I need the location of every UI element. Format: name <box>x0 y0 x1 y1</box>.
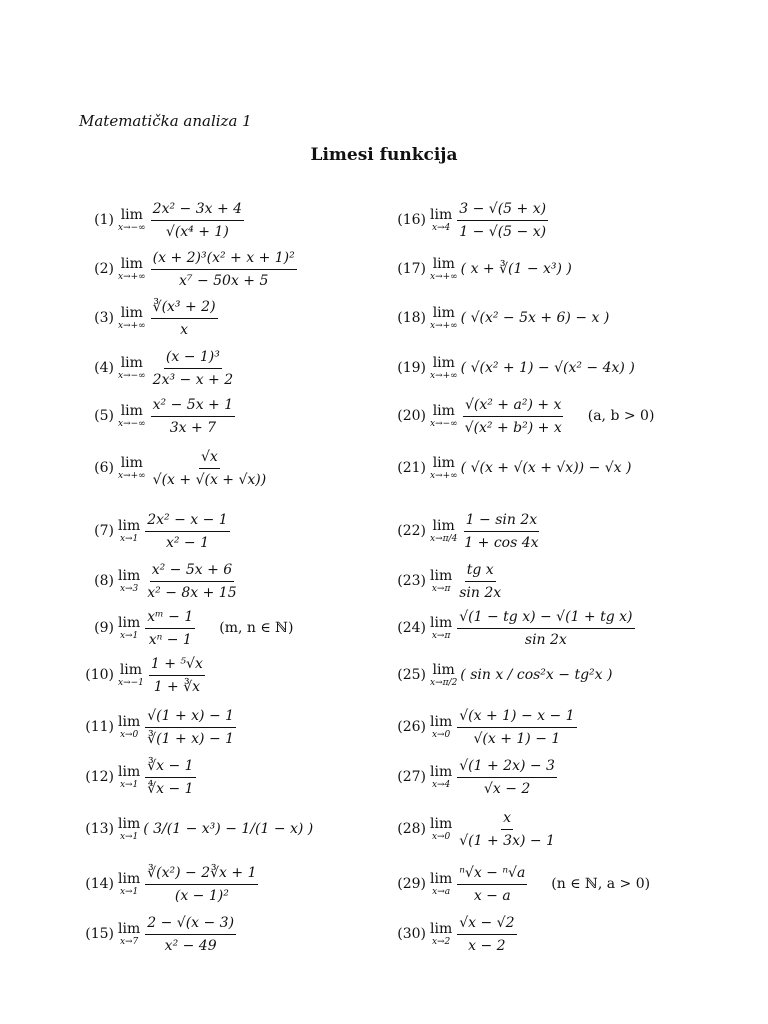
numerator: x² − 5x + 1 <box>151 396 235 417</box>
problem-number: (18) <box>397 310 426 326</box>
denominator: x − 2 <box>468 937 506 954</box>
limit-subscript: x→1 <box>119 533 139 544</box>
denominator: sin 2x <box>524 631 567 648</box>
limit-operator <box>430 404 458 429</box>
problem-item <box>392 444 632 492</box>
problem-item <box>80 805 313 853</box>
fraction <box>457 809 557 850</box>
lim-word: lim <box>432 454 455 471</box>
lim-word: lim <box>118 567 141 584</box>
denominator: (x − 1)² <box>174 887 229 904</box>
problem-number: (10) <box>85 667 114 683</box>
problem-number: (24) <box>397 620 426 636</box>
fraction <box>145 914 236 955</box>
lim-word: lim <box>432 304 455 321</box>
lim-word: lim <box>118 815 141 832</box>
fraction <box>145 561 238 602</box>
denominator: 1 − √(5 − x) <box>459 223 547 240</box>
limit-subscript: x→1 <box>119 779 139 790</box>
problem-number: (15) <box>85 926 114 942</box>
limit-subscript: x→+∞ <box>118 271 146 282</box>
problem-number: (2) <box>94 261 114 277</box>
condition-note: (m, n ∈ ℕ) <box>219 620 294 636</box>
denominator: 1 + ∛x <box>153 678 201 695</box>
problem-number: (14) <box>85 876 114 892</box>
problem-number: (19) <box>397 360 426 376</box>
limit-operator <box>430 306 458 331</box>
limit-operator <box>118 616 140 641</box>
problem-item <box>80 245 299 293</box>
problem-item <box>80 860 260 908</box>
lim-word: lim <box>118 870 141 887</box>
problem-item <box>80 651 207 699</box>
limit-subscript: x→0 <box>431 729 451 740</box>
limit-subscript: x→1 <box>119 886 139 897</box>
limit-operator <box>118 663 144 688</box>
limit-subscript: x→+∞ <box>118 470 146 481</box>
problem-number: (23) <box>397 573 426 589</box>
problem-item <box>80 604 293 652</box>
limit-subscript: x→+∞ <box>430 370 458 381</box>
course-name: Matematička analiza 1 <box>79 112 252 130</box>
fraction <box>151 396 235 437</box>
problem-number: (21) <box>397 460 426 476</box>
problem-item <box>392 753 559 801</box>
lim-word: lim <box>430 920 453 937</box>
problem-number: (12) <box>85 769 114 785</box>
lim-word: lim <box>432 255 455 272</box>
fraction <box>151 200 244 241</box>
numerator: √(1 + 2x) − 3 <box>457 757 557 778</box>
page-title: Limesi funkcija <box>310 145 458 165</box>
limit-subscript: x→0 <box>119 729 139 740</box>
limit-operator <box>430 208 452 233</box>
denominator: √(x⁴ + 1) <box>165 223 229 240</box>
limit-operator <box>118 872 140 897</box>
limit-subscript: x→π/2 <box>430 677 458 688</box>
problem-item <box>392 860 650 908</box>
limit-subscript: x→3 <box>119 583 139 594</box>
problem-item <box>392 196 550 244</box>
lim-word: lim <box>118 517 141 534</box>
numerator: ∛x − 1 <box>145 757 195 778</box>
numerator: 2 − √(x − 3) <box>145 914 236 935</box>
lim-word: lim <box>118 713 141 730</box>
numerator: (x + 2)³(x² + x + 1)² <box>151 249 297 270</box>
limit-operator <box>118 456 146 481</box>
limit-operator <box>430 356 458 381</box>
limit-operator <box>118 715 140 740</box>
limit-operator <box>430 765 452 790</box>
lim-word: lim <box>432 517 455 534</box>
limit-operator <box>118 765 140 790</box>
lim-word: lim <box>120 454 143 471</box>
fraction <box>457 914 516 955</box>
numerator: √(x + 1) − x − 1 <box>457 707 576 728</box>
problem-number: (13) <box>85 821 114 837</box>
problem-item <box>392 294 609 342</box>
problem-item <box>392 245 572 293</box>
limit-subscript: x→4 <box>431 779 451 790</box>
limit-operator <box>430 456 458 481</box>
limit-subscript: x→π <box>431 630 451 641</box>
numerator: √(1 − tg x) − √(1 + tg x) <box>457 608 634 629</box>
numerator: 3 − √(5 + x) <box>457 200 548 221</box>
problem-item <box>80 392 237 440</box>
limit-subscript: x→a <box>432 886 451 897</box>
limit-subscript: x→−∞ <box>118 222 146 233</box>
limit-operator <box>118 257 146 282</box>
limit-subscript: x→1 <box>119 630 139 641</box>
limit-operator <box>118 519 140 544</box>
limit-operator <box>118 208 146 233</box>
limit-subscript: x→7 <box>119 936 139 947</box>
limit-subscript: x→2 <box>431 936 451 947</box>
numerator: (x − 1)³ <box>164 348 222 369</box>
denominator: ∜x − 1 <box>147 780 194 797</box>
lim-word: lim <box>118 614 141 631</box>
numerator: √(1 + x) − 1 <box>145 707 236 728</box>
numerator: ⁿ√x − ⁿ√a <box>457 864 527 885</box>
fraction <box>145 864 258 905</box>
problem-number: (29) <box>397 876 426 892</box>
limit-operator <box>430 817 452 842</box>
problem-item <box>392 910 519 958</box>
problem-number: (11) <box>85 719 114 735</box>
lim-word: lim <box>430 567 453 584</box>
limit-subscript: x→−∞ <box>118 418 146 429</box>
numerator: √(x² + a²) + x <box>463 396 563 417</box>
problem-item <box>392 344 635 392</box>
limit-expression: ( x + ∛(1 − x³) ) <box>460 261 572 277</box>
problem-number: (30) <box>397 926 426 942</box>
numerator: xᵐ − 1 <box>145 608 195 629</box>
lim-word: lim <box>430 763 453 780</box>
limit-expression: ( √(x² − 5x + 6) − x ) <box>460 310 610 326</box>
problem-number: (1) <box>94 212 114 228</box>
problem-number: (6) <box>94 460 114 476</box>
problem-item <box>392 557 505 605</box>
limit-operator <box>430 569 452 594</box>
problem-number: (20) <box>397 408 426 424</box>
numerator: √x <box>199 448 220 469</box>
lim-word: lim <box>118 920 141 937</box>
problem-item <box>392 392 654 440</box>
problem-number: (5) <box>94 408 114 424</box>
numerator: ∛(x²) − 2∛x + 1 <box>145 864 258 885</box>
limit-operator <box>118 306 146 331</box>
numerator: √x − √2 <box>457 914 516 935</box>
limit-operator <box>430 257 458 282</box>
denominator: √x − 2 <box>483 780 531 797</box>
denominator: √(x + √(x + √x)) <box>152 471 267 488</box>
lim-word: lim <box>430 713 453 730</box>
problem-item <box>392 604 637 652</box>
limit-expression: ( sin x / cos²x − tg²x ) <box>460 667 613 683</box>
problem-item <box>80 910 238 958</box>
limit-subscript: x→π <box>431 583 451 594</box>
denominator: x² − 49 <box>164 937 217 954</box>
lim-word: lim <box>430 815 453 832</box>
limit-operator <box>118 569 140 594</box>
limit-expression: ( √(x² + 1) − √(x² − 4x) ) <box>460 360 635 376</box>
lim-word: lim <box>432 661 455 678</box>
numerator: 2x² − x − 1 <box>145 511 229 532</box>
denominator: xⁿ − 1 <box>148 631 192 648</box>
problem-item <box>392 651 612 699</box>
problem-item <box>392 703 579 751</box>
problem-number: (28) <box>397 821 426 837</box>
fraction <box>145 707 236 748</box>
problem-item <box>80 444 270 492</box>
denominator: ∛(1 + x) − 1 <box>147 730 235 747</box>
limit-subscript: x→4 <box>431 222 451 233</box>
denominator: √(x + 1) − 1 <box>473 730 561 747</box>
denominator: x² − 8x + 15 <box>147 584 237 601</box>
fraction <box>145 608 195 649</box>
denominator: x − a <box>473 887 511 904</box>
numerator: 1 + ⁵√x <box>149 655 205 676</box>
limit-operator <box>430 519 457 544</box>
denominator: 2x³ − x + 2 <box>152 371 234 388</box>
limit-operator <box>118 817 140 842</box>
numerator: x <box>501 809 513 830</box>
denominator: x⁷ − 50x + 5 <box>179 272 269 289</box>
limit-expression: ( √(x + √(x + √x)) − √x ) <box>460 460 632 476</box>
lim-word: lim <box>120 402 143 419</box>
problem-number: (9) <box>94 620 114 636</box>
problem-item <box>80 344 237 392</box>
lim-word: lim <box>120 354 143 371</box>
limit-expression: ( 3/(1 − x³) − 1/(1 − x) ) <box>143 821 314 837</box>
fraction <box>457 707 576 748</box>
lim-word: lim <box>430 206 453 223</box>
numerator: tg x <box>465 561 496 582</box>
problem-item <box>392 805 559 853</box>
numerator: ∛(x³ + 2) <box>151 298 218 319</box>
fraction <box>457 864 527 905</box>
limit-operator <box>118 356 146 381</box>
fraction <box>151 249 297 290</box>
fraction <box>457 757 557 798</box>
limit-subscript: x→+∞ <box>430 271 458 282</box>
lim-word: lim <box>119 661 143 678</box>
limit-operator <box>118 922 140 947</box>
problem-item <box>80 507 232 555</box>
lim-word: lim <box>118 763 141 780</box>
fraction <box>463 396 564 437</box>
fraction <box>151 348 235 389</box>
fraction <box>149 655 205 696</box>
lim-word: lim <box>432 402 455 419</box>
problem-number: (17) <box>397 261 426 277</box>
denominator: 1 + cos 4x <box>464 534 539 551</box>
denominator: x <box>180 321 189 338</box>
limit-subscript: x→−∞ <box>118 370 146 381</box>
lim-word: lim <box>432 354 455 371</box>
denominator: √(x² + b²) + x <box>464 419 562 436</box>
problem-number: (7) <box>94 523 114 539</box>
condition-note: (n ∈ ℕ, a > 0) <box>551 876 651 892</box>
limit-operator <box>430 922 452 947</box>
lim-word: lim <box>120 255 143 272</box>
denominator: 3x + 7 <box>169 419 217 436</box>
lim-word: lim <box>120 304 143 321</box>
fraction <box>457 608 634 649</box>
problem-number: (27) <box>397 769 426 785</box>
problem-number: (4) <box>94 360 114 376</box>
limit-subscript: x→−1 <box>118 677 144 688</box>
limit-operator <box>430 872 452 897</box>
limit-subscript: x→+∞ <box>430 470 458 481</box>
fraction <box>145 511 229 552</box>
fraction <box>457 200 548 241</box>
limit-operator <box>430 663 457 688</box>
numerator: 2x² − 3x + 4 <box>151 200 244 221</box>
problem-item <box>392 507 543 555</box>
limit-subscript: x→0 <box>431 831 451 842</box>
numerator: 1 − sin 2x <box>464 511 539 532</box>
limit-subscript: x→1 <box>119 831 139 842</box>
fraction <box>151 448 269 489</box>
fraction <box>145 757 195 798</box>
limit-operator <box>430 715 452 740</box>
denominator: x² − 1 <box>165 534 209 551</box>
problem-number: (3) <box>94 310 114 326</box>
limit-subscript: x→+∞ <box>118 320 146 331</box>
problem-item <box>80 753 198 801</box>
fraction <box>151 298 218 339</box>
denominator: √(1 + 3x) − 1 <box>459 832 555 849</box>
limit-operator <box>430 616 452 641</box>
denominator: sin 2x <box>459 584 502 601</box>
lim-word: lim <box>430 870 453 887</box>
problem-number: (16) <box>397 212 426 228</box>
problem-number: (8) <box>94 573 114 589</box>
problem-number: (25) <box>397 667 426 683</box>
fraction <box>457 561 503 602</box>
problem-item <box>80 557 241 605</box>
problem-number: (22) <box>397 523 426 539</box>
problem-number: (26) <box>397 719 426 735</box>
problem-item <box>80 294 220 342</box>
condition-note: (a, b > 0) <box>587 408 655 424</box>
lim-word: lim <box>430 614 453 631</box>
fraction <box>462 511 540 552</box>
numerator: x² − 5x + 6 <box>150 561 234 582</box>
problem-item <box>80 196 246 244</box>
limit-subscript: x→−∞ <box>430 418 458 429</box>
lim-word: lim <box>120 206 143 223</box>
limit-subscript: x→+∞ <box>430 320 458 331</box>
limit-operator <box>118 404 146 429</box>
problem-item <box>80 703 238 751</box>
limit-subscript: x→π/4 <box>430 533 458 544</box>
